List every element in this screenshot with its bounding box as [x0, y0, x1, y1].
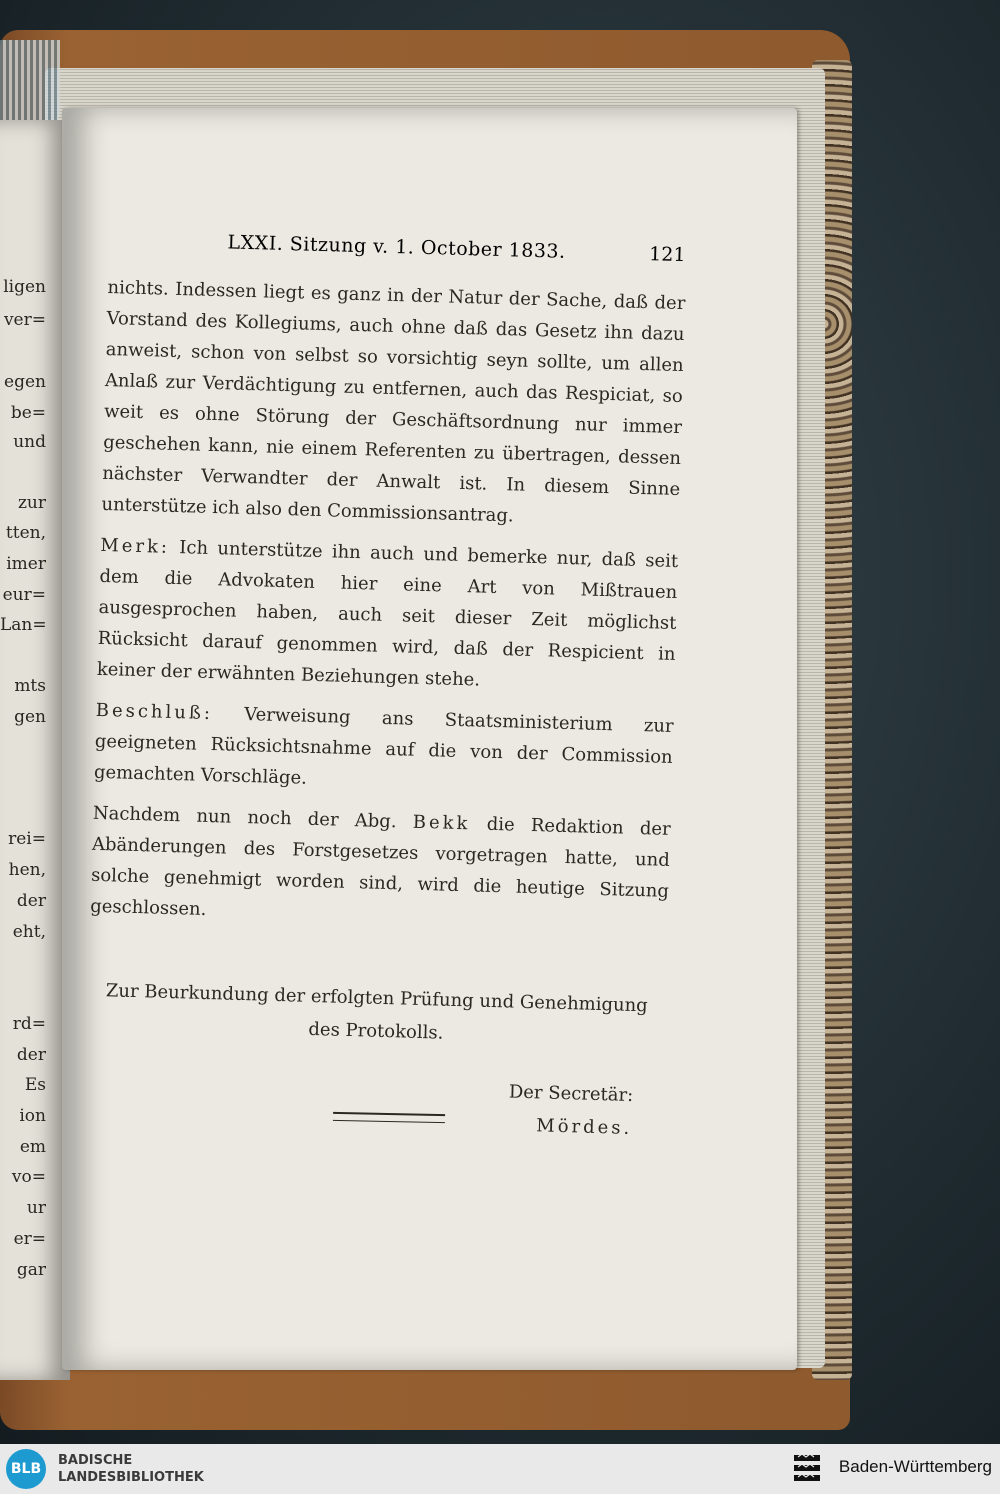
- paragraph: [90, 798, 671, 938]
- secretary-label: Der Secretär:: [508, 1081, 634, 1106]
- blb-logo[interactable]: BLB: [6, 1449, 46, 1489]
- left-fragment: und: [13, 432, 46, 452]
- running-title: LXXI. Sitzung v. 1. October 1833.: [227, 231, 566, 263]
- library-name-line: LANDESBIBLIOTHEK: [58, 1470, 204, 1485]
- left-fragment: er=: [13, 1229, 46, 1249]
- left-fragment: der: [16, 1045, 46, 1065]
- left-fragment: ligen: [3, 277, 46, 297]
- library-name-line: BADISCHE: [58, 1453, 133, 1468]
- left-fragment: eht,: [12, 922, 46, 942]
- library-name: [58, 1452, 204, 1486]
- left-fragment: egen: [4, 372, 46, 392]
- left-page: [0, 120, 70, 1380]
- left-fragment: Es: [24, 1075, 46, 1095]
- left-fragment: be=: [10, 403, 46, 423]
- paragraph: [94, 695, 674, 804]
- left-fragment: rei=: [8, 829, 46, 849]
- left-fragment: em: [19, 1137, 46, 1157]
- page-body: [84, 272, 686, 1146]
- left-fragment: gar: [16, 1260, 46, 1280]
- left-fragment: ur: [26, 1198, 46, 1218]
- left-fragment: der: [16, 891, 46, 911]
- resolution-label: Beschluß:: [95, 699, 214, 725]
- left-fragment: rd=: [12, 1014, 46, 1034]
- left-fragment: Lan=: [0, 615, 47, 635]
- paragraph-text: Nachdem nun noch der Abg.: [92, 802, 414, 833]
- left-fragment: mts: [14, 676, 46, 696]
- paragraph-text: Verweisung ans Staatsministerium zur geeigneten Rücksichtsnahme auf die von der Commission gemachten Vorschläge.: [93, 703, 674, 789]
- paragraph-text: die Redaktion der Abänderungen des Forstgesetzes vorgetragen hatte, und solche genehmigt worden sind, wird die heutige Sitzung geschlossen.: [89, 813, 671, 920]
- paragraph: nichts. Indessen liegt es ganz in der Natur der Sache, daß der Vorstand des Kollegiums, auch ohne daß das Gesetz ihn dazu anweist, schon von selbst so vorsichtig seyn sollte, um allen Anlaß zur Verdächtigung zu entfernen, auch das Respiciat, so weit es ohne Störung der Geschäftsordnung nur immer geschehen kann, nie einem Referenten zu übertragen, dessen nächster Verwandter der Anwalt ist. In diesem Sinne unterstütze ich also den Commissionsantrag.: [101, 276, 686, 527]
- footer-bar: [0, 1444, 1000, 1494]
- page-number: 121: [648, 243, 686, 267]
- left-fragment: imer: [6, 554, 46, 574]
- left-fragment: tten,: [5, 523, 46, 543]
- left-fragment: gen: [14, 707, 46, 727]
- left-fragment: ver=: [3, 310, 46, 330]
- left-fragment: ion: [19, 1106, 46, 1126]
- confirmation-note: Zur Beurkundung der erfolgten Prüfung und Genehmigung des Protokolls.: [105, 980, 649, 1044]
- deputy-name: Bekk: [412, 811, 471, 835]
- paragraph-text: Ich unterstütze ihn auch und bemerke nur, daß seit dem die Advokaten hier eine Art von Mißtrauen ausgesprochen haben, auch seit dieser Zeit möglichst Rücksicht darauf genommen wird, daß der Respicient in keiner der erwähnten Beziehungen stehe.: [96, 536, 679, 691]
- state-lions-icon: [792, 1451, 822, 1487]
- left-fragment: eur=: [2, 585, 46, 605]
- state-name[interactable]: Baden-Württemberg: [838, 1457, 992, 1476]
- secretary-name: Mördes.: [536, 1115, 633, 1139]
- book-spine: [0, 40, 60, 130]
- left-fragment: zur: [17, 493, 46, 513]
- left-fragment: hen,: [8, 860, 46, 880]
- paragraph: [96, 530, 678, 701]
- speaker-name: Merk:: [100, 534, 171, 558]
- left-fragment: vo=: [11, 1167, 46, 1187]
